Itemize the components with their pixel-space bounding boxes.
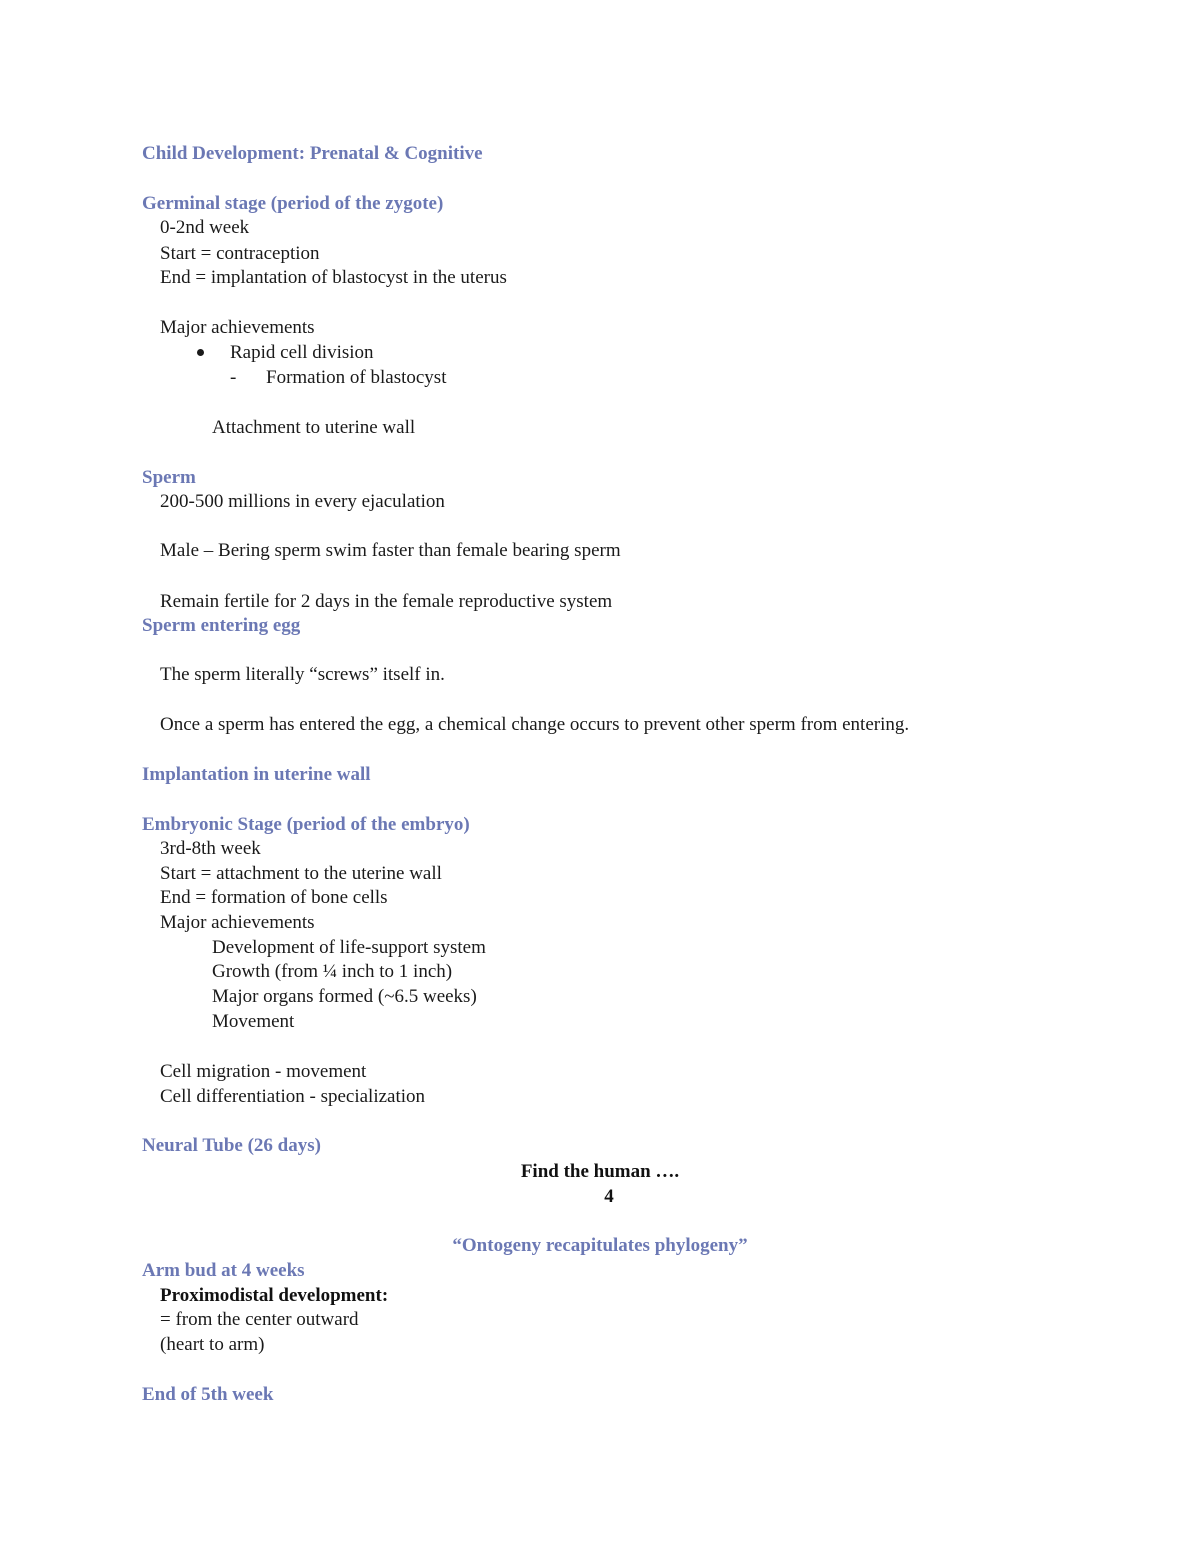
cell-differentiation: Cell differentiation - specialization bbox=[160, 1086, 426, 1107]
germinal-start: Start = contraception bbox=[160, 243, 320, 264]
germinal-bullet-item: Rapid cell division bbox=[230, 342, 374, 363]
embryonic-weeks: 3rd-8th week bbox=[160, 838, 261, 859]
implantation-heading: Implantation in uterine wall bbox=[142, 764, 371, 785]
proximodistal-example: (heart to arm) bbox=[160, 1334, 265, 1355]
embryonic-heading: Embryonic Stage (period of the embryo) bbox=[142, 814, 470, 835]
dash-icon: - bbox=[230, 367, 237, 388]
sperm-fertile: Remain fertile for 2 days in the female reproductive system bbox=[160, 591, 613, 612]
sperm-entering-heading: Sperm entering egg bbox=[142, 615, 301, 636]
fifth-week-heading: End of 5th week bbox=[142, 1384, 274, 1405]
page-number: 4 bbox=[604, 1186, 614, 1207]
embryonic-achievements-label: Major achievements bbox=[160, 912, 315, 933]
quote: “Ontogeny recapitulates phylogeny” bbox=[452, 1235, 748, 1256]
document-title: Child Development: Prenatal & Cognitive bbox=[142, 143, 483, 164]
bullet-icon bbox=[197, 349, 204, 356]
germinal-weeks: 0-2nd week bbox=[160, 217, 250, 238]
germinal-dash-item: Formation of blastocyst bbox=[266, 367, 447, 388]
sperm-screws-text: The sperm literally “screws” itself in. bbox=[160, 664, 445, 685]
neural-tube-heading: Neural Tube (26 days) bbox=[142, 1135, 321, 1156]
embryonic-achievement-item: Major organs formed (~6.5 weeks) bbox=[212, 986, 477, 1007]
find-human-caption: Find the human …. bbox=[520, 1161, 680, 1182]
cell-migration: Cell migration - movement bbox=[160, 1061, 367, 1082]
sperm-heading: Sperm bbox=[142, 467, 196, 488]
arm-bud-heading: Arm bud at 4 weeks bbox=[142, 1260, 305, 1281]
germinal-achievements-label: Major achievements bbox=[160, 317, 315, 338]
proximodistal-label: Proximodistal development: bbox=[160, 1285, 389, 1306]
sperm-count: 200-500 millions in every ejaculation bbox=[160, 491, 445, 512]
embryonic-achievement-item: Movement bbox=[212, 1011, 295, 1032]
sperm-chemical-text: Once a sperm has entered the egg, a chemical change occurs to prevent other sperm from entering. bbox=[160, 714, 910, 735]
embryonic-start: Start = attachment to the uterine wall bbox=[160, 863, 442, 884]
embryonic-achievement-item: Development of life-support system bbox=[212, 937, 486, 958]
germinal-end: End = implantation of blastocyst in the uterus bbox=[160, 267, 507, 288]
germinal-attachment: Attachment to uterine wall bbox=[212, 417, 416, 438]
embryonic-end: End = formation of bone cells bbox=[160, 887, 388, 908]
proximodistal-definition: = from the center outward bbox=[160, 1309, 359, 1330]
embryonic-achievement-item: Growth (from ¼ inch to 1 inch) bbox=[212, 961, 453, 982]
sperm-speed: Male – Bering sperm swim faster than female bearing sperm bbox=[160, 540, 621, 561]
germinal-heading: Germinal stage (period of the zygote) bbox=[142, 193, 444, 214]
